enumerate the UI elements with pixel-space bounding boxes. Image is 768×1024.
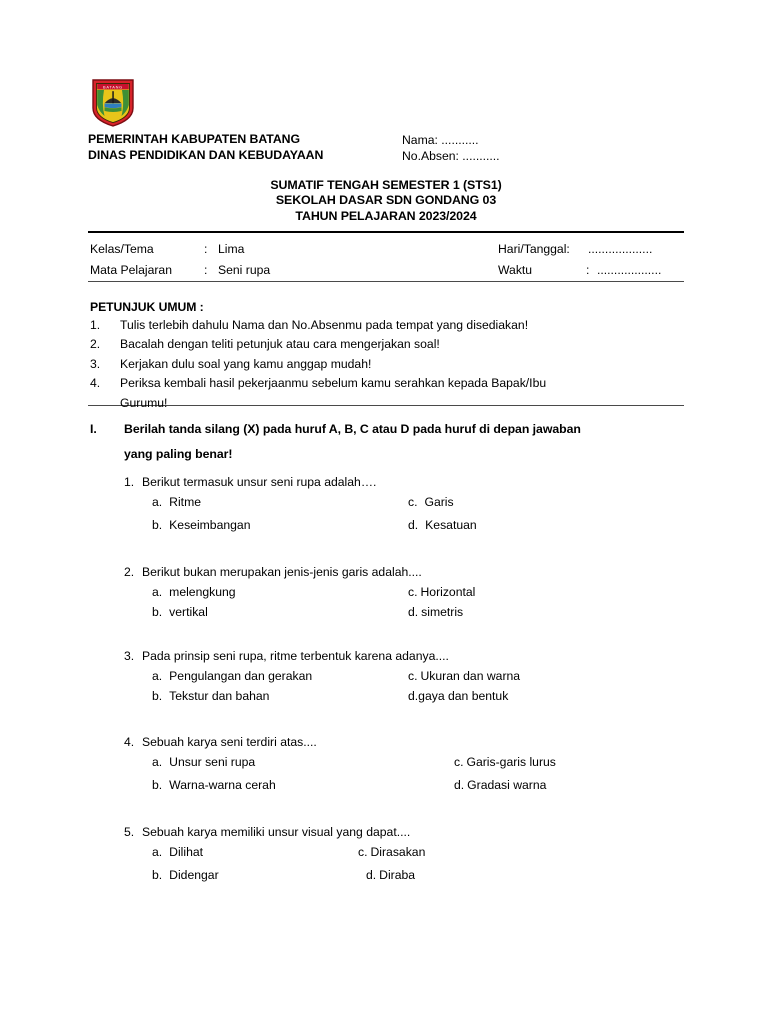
government-heading <box>88 131 323 163</box>
option-d[interactable] <box>408 689 508 703</box>
option-d-letter: d. <box>454 778 465 792</box>
question-options <box>124 845 684 891</box>
question-stem <box>124 823 684 841</box>
section-i <box>88 417 684 891</box>
option-a-letter: a. <box>152 585 163 599</box>
option-b-letter: b. <box>152 868 163 882</box>
option-b-text: Didengar <box>169 868 219 882</box>
option-a[interactable] <box>152 845 203 859</box>
question-text: Berikut bukan merupakan jenis-jenis garis adalah.... <box>142 565 422 579</box>
option-a-letter: a. <box>152 845 163 859</box>
option-b[interactable] <box>152 605 208 619</box>
option-a[interactable] <box>152 669 312 683</box>
question-number: 3. <box>124 649 135 663</box>
mata-pelajaran-colon: : <box>204 263 208 277</box>
option-c-text: Dirasakan <box>370 845 426 859</box>
nama-field[interactable]: Nama: ........... <box>402 133 479 147</box>
petunjuk-item-number: 4. <box>90 376 101 391</box>
petunjuk-item-text-cont: Gurumu! <box>120 395 168 410</box>
question-stem <box>124 647 684 665</box>
option-a-letter: a. <box>152 669 163 683</box>
option-b[interactable] <box>152 868 219 882</box>
option-row <box>124 689 684 709</box>
section-i-instruction-line-1: Berilah tanda silang (X) pada huruf A, B, C atau D pada huruf di depan jawaban <box>124 422 581 436</box>
petunjuk-item-number: 2. <box>90 337 101 352</box>
option-a-letter: a. <box>152 755 163 769</box>
kelas-colon: : <box>204 242 208 256</box>
option-b[interactable] <box>152 778 276 792</box>
question-options <box>124 669 684 709</box>
question-text: Sebuah karya memiliki unsur visual yang dapat.... <box>142 825 411 839</box>
question-stem <box>124 733 684 751</box>
no-absen-field[interactable]: No.Absen: ........... <box>402 149 500 163</box>
waktu-colon: : <box>586 263 590 277</box>
option-d-letter: d. <box>408 518 419 532</box>
option-row <box>124 518 684 541</box>
info-row-kelas <box>88 239 684 260</box>
petunjuk-umum-title: PETUNJUK UMUM : <box>90 300 204 314</box>
option-a-text: Ritme <box>169 495 201 509</box>
option-c-letter: c. <box>358 845 368 859</box>
option-a-text: Dilihat <box>169 845 204 859</box>
question-item <box>88 823 684 891</box>
question-list <box>88 473 684 891</box>
option-d-text: Gradasi warna <box>467 778 547 792</box>
option-d-text: simetris <box>421 605 464 619</box>
mata-pelajaran-value: Seni rupa <box>218 263 271 277</box>
option-b-letter: b. <box>152 518 163 532</box>
question-text: Sebuah karya seni terdiri atas.... <box>142 735 317 749</box>
option-c[interactable] <box>454 755 556 769</box>
exam-title-line-2: SEKOLAH DASAR SDN GONDANG 03 <box>275 193 497 208</box>
option-d-letter: d. <box>408 689 419 703</box>
petunjuk-item-text: Tulis terlebih dahulu Nama dan No.Absenmu pada tempat yang disediakan! <box>120 318 529 332</box>
question-number: 4. <box>124 735 135 749</box>
question-options <box>124 585 684 625</box>
option-d[interactable] <box>366 868 415 882</box>
option-c-letter: c. <box>454 755 464 769</box>
option-a[interactable] <box>152 755 255 769</box>
question-item <box>88 647 684 709</box>
question-number: 5. <box>124 825 135 839</box>
gov-line-1: PEMERINTAH KABUPATEN BATANG <box>88 132 301 146</box>
waktu-field[interactable]: ................... <box>597 263 662 277</box>
option-d-text: gaya dan bentuk <box>418 689 509 703</box>
kelas-value: Lima <box>218 242 245 256</box>
question-stem <box>124 473 684 491</box>
question-item <box>88 733 684 801</box>
option-row <box>124 868 684 891</box>
option-a-letter: a. <box>152 495 163 509</box>
option-row <box>124 605 684 625</box>
question-text: Pada prinsip seni rupa, ritme terbentuk karena adanya.... <box>142 649 449 663</box>
option-c-letter: c. <box>408 669 418 683</box>
section-i-number: I. <box>90 422 97 436</box>
petunjuk-item-text: Periksa kembali hasil pekerjaanmu sebelum kamu serahkan kepada Bapak/Ibu <box>120 376 547 391</box>
exam-info-table <box>88 239 684 281</box>
option-a[interactable] <box>152 495 201 509</box>
option-d-text: Diraba <box>379 868 416 882</box>
option-c-text: Garis <box>424 495 454 509</box>
option-c[interactable] <box>408 585 475 599</box>
section-i-instruction <box>88 417 684 467</box>
petunjuk-item-text: Kerjakan dulu soal yang kamu anggap mudah! <box>120 356 372 371</box>
option-b-text: vertikal <box>169 605 208 619</box>
option-d-letter: d. <box>408 605 419 619</box>
option-c-letter: c. <box>408 495 418 509</box>
option-c-letter: c. <box>408 585 418 599</box>
exam-title-line-3: TAHUN PELAJARAN 2023/2024 <box>295 208 477 223</box>
petunjuk-item <box>90 316 684 335</box>
question-options <box>124 495 684 541</box>
petunjuk-item <box>90 355 684 374</box>
option-row <box>124 755 684 778</box>
question-number: 2. <box>124 565 135 579</box>
exam-title-line-1: SUMATIF TENGAH SEMESTER 1 (STS1) <box>270 178 502 192</box>
option-row <box>124 585 684 605</box>
option-b-text: Tekstur dan bahan <box>169 689 270 703</box>
petunjuk-item <box>90 335 684 354</box>
hari-tanggal-field[interactable]: ................... <box>588 242 653 256</box>
divider-top <box>88 231 684 233</box>
option-row <box>124 669 684 689</box>
option-c-text: Ukuran dan warna <box>420 669 521 683</box>
question-number: 1. <box>124 475 135 489</box>
option-row <box>124 495 684 518</box>
exam-title <box>88 178 684 224</box>
option-b-letter: b. <box>152 605 163 619</box>
petunjuk-item-number: 1. <box>90 318 101 332</box>
svg-text:BATANG: BATANG <box>103 84 123 90</box>
question-stem <box>124 563 684 581</box>
mata-pelajaran-label: Mata Pelajaran <box>90 263 172 277</box>
option-a[interactable] <box>152 585 236 599</box>
option-row <box>124 845 684 868</box>
logo-row <box>88 78 684 130</box>
option-c[interactable] <box>358 845 425 859</box>
option-c-text: Horizontal <box>420 585 476 599</box>
option-d[interactable] <box>454 778 546 792</box>
option-row <box>124 778 684 801</box>
option-b-text: Warna-warna cerah <box>169 778 276 792</box>
question-item <box>88 563 684 625</box>
option-b[interactable] <box>152 518 250 532</box>
option-d-text: Kesatuan <box>425 518 477 532</box>
option-b-letter: b. <box>152 689 163 703</box>
gov-line-2: DINAS PENDIDIKAN DAN KEBUDAYAAN <box>88 148 324 162</box>
option-c[interactable] <box>408 669 520 683</box>
option-d[interactable] <box>408 518 477 532</box>
option-a-text: Pengulangan dan gerakan <box>169 669 313 683</box>
petunjuk-item <box>90 374 684 413</box>
info-row-mapel <box>88 260 684 281</box>
option-b[interactable] <box>152 689 269 703</box>
question-item <box>88 473 684 541</box>
student-identity-fields <box>402 132 500 164</box>
option-a-text: melengkung <box>169 585 236 599</box>
section-i-instruction-line-2: yang paling benar! <box>124 447 233 461</box>
batang-regency-crest-icon <box>91 78 135 128</box>
option-d-letter: d. <box>366 868 377 882</box>
option-a-text: Unsur seni rupa <box>169 755 256 769</box>
question-text: Berikut termasuk unsur seni rupa adalah…. <box>142 475 377 489</box>
option-c-text: Garis-garis lurus <box>466 755 556 769</box>
hari-tanggal-label: Hari/Tanggal: <box>498 242 570 256</box>
option-b-text: Keseimbangan <box>169 518 251 532</box>
option-c[interactable] <box>408 495 454 509</box>
option-b-letter: b. <box>152 778 163 792</box>
divider-below-info <box>88 281 684 282</box>
waktu-label: Waktu <box>498 263 533 277</box>
question-options <box>124 755 684 801</box>
kelas-label: Kelas/Tema <box>90 242 154 256</box>
option-d[interactable] <box>408 605 463 619</box>
petunjuk-umum-section <box>88 300 684 413</box>
petunjuk-item-number: 3. <box>90 356 101 371</box>
petunjuk-item-text: Bacalah dengan teliti petunjuk atau cara mengerjakan soal! <box>120 337 440 352</box>
